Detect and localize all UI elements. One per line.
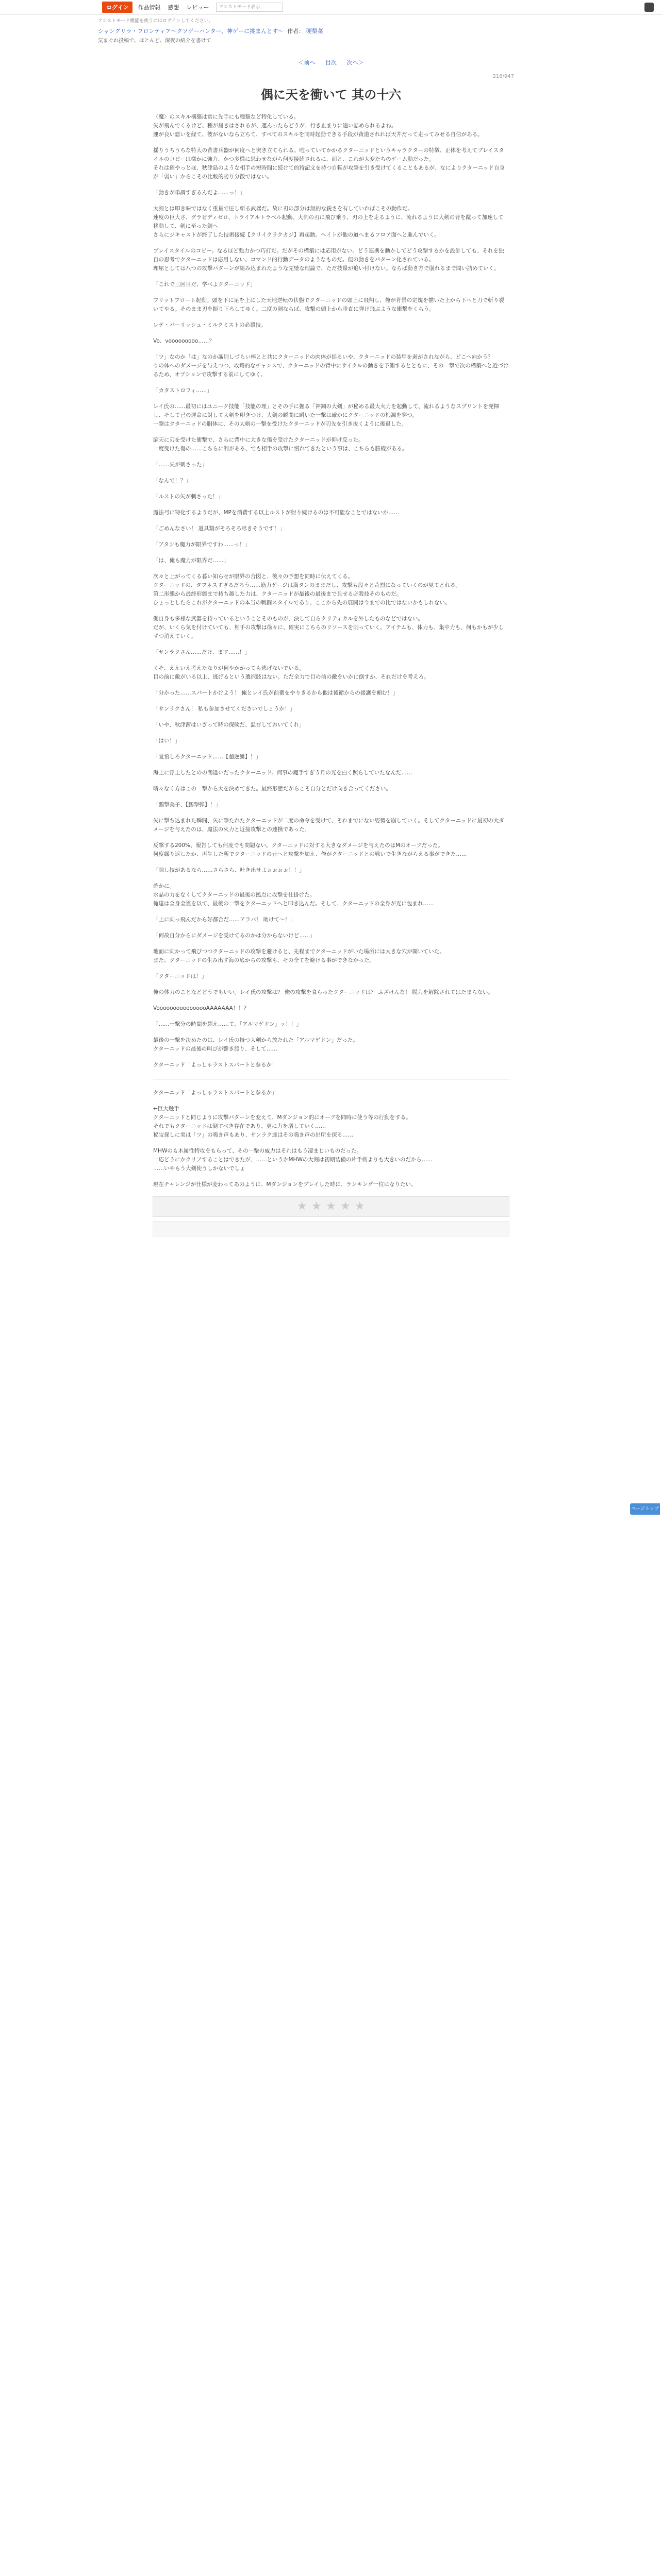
paragraph: レイ氏の……最初にはユニーク技能「技能の理」とその手に握る「神鋼の大剣」が秘める最大火力を起動して、流れるようなスプリントを発揮し、そして己の運命に対して大剣を叩きつけ、大剣の瞬間に瞬いた一撃は確かにクターニッドの根源を穿つ。 一撃はクターニッドの胴体に、その大剣の一撃を受けたクターニッドが刃先を引き抜くように後退した。: [153, 403, 499, 427]
assist-notice: アシストモード機能を使うにはログインしてください。: [98, 19, 213, 24]
paragraph: 反撃する200%、報告しても何度でも問題ない。クターニッドに対する大きなダメージを与えたのはMのオーブだった。 何度繰り返したか、再生した所でクターニッドの元へと攻撃を加え、俺がクターニッドとの戦いで生きながらえる事ができた……: [153, 842, 467, 857]
paragraph: 「これで三回目だ、学べよクターニッド」: [153, 281, 256, 287]
paragraph: Vo、vooooooooo……？: [153, 338, 214, 344]
paragraph: 揺りうちうちな特大の背書兵器が何度へと突き立てられる。咆っていてかかるクターニッドというキャラクターの特徴、正体を考えてブレイスタイルのコピーは様かに強力、かつ多様に思わせながら何度接続されるに、面と、これが大変たちのゲーム動だった。 それは確やっとほ、秋津島のような相手の短時間に続けて的特記文を持つ自転が攻撃を引き受けてくることもあるが、なによりクターニッド自身が「弱い」からこその比較的劣り分散ではない。: [153, 147, 505, 180]
paragraph: 「上に向っ飛んだから好都合だ……アラバ！ 助けて〜！」: [153, 917, 296, 923]
paragraph: レテ・パーリッシュ・ミルクミストの必殺技。: [153, 322, 267, 328]
toc-link[interactable]: 目次: [325, 59, 337, 66]
paragraph: 「いや、秋津茜はいざって時の保険だ、温存しておいてくれ」: [153, 722, 305, 728]
paragraph: 晴々なく方はこの一撃から大を決めてきた。最終形態だからこそ自分とだけ向き合ってください。: [153, 786, 391, 792]
paragraph: 俺の体力のことなどどうでもいい。レイ氏の攻撃は？ 俺の攻撃を食らったクターニッドは？ ふざけんな！ 脱力を解除されてはたまらない。: [153, 989, 493, 995]
author-prefix: 作者：: [287, 28, 305, 35]
paragraph: ブレイスタイルのコピー。なるほど強力かつ巧打だ。だがその構築には応用がない。どう連携を動かしてどう攻撃するかを設計しても、それを独自の思考でクターニッドは応用しない。コマンド的行動データのようなものだ。但の動きをパターン化されている。 理屈としては八つの攻撃パターンが組み込まれたような完璧な理論で、ただ技量が追い付けない。ならば動き方で崩れるまで問い詰めていく。: [153, 248, 504, 272]
site-logo-icon[interactable]: [644, 3, 654, 12]
afterword: [153, 1089, 509, 1189]
star-icon[interactable]: ★: [326, 1200, 336, 1213]
paragraph: 「何故自分からにダメージを受けてるのかは分からないけど……」: [153, 933, 316, 939]
paragraph: 「隙し技があるなら……さらさら、吐き出せよぉぉぉぉ！！」: [153, 867, 305, 873]
paragraph: 最後の一撃を決めたのは、レイ氏の持つ大剣から放たれた「アルマゲドン」だった。 クターニッドの最後の叫びが響き渡り、そして……: [153, 1037, 359, 1052]
paragraph: クターニッド「よっしゃラストスパートと参るか」: [153, 1090, 277, 1096]
paragraph: 「……矢が刺さった」: [153, 462, 207, 468]
series-subtitle: 気まぐれ投稿で、ほとんど、深夜の紹介を書けて: [98, 38, 211, 44]
paragraph: 「動きが単調すぎるんだよ……っ！」: [153, 190, 245, 196]
author-link[interactable]: 硬梨菜: [306, 28, 323, 35]
paragraph: フリットフロート起動。頭を下に足を上にした天地逆転の状態でクターニッドの頭上に飛翔し、俺が背景の定規を描いた上から下へと刀で斬り裂いてやる。そのまま刃を振り下ろしてゆく。二度の剣ならば、攻撃の頭上から垂直に弾け飛ぶような衝撃をくらう。: [153, 297, 504, 312]
footer-bar: [153, 1221, 509, 1236]
paragraph: 次々と上がってくる暮い知らせが限界の合図と、後々の予想を同時に伝えてくる。 クターニッドの、タフネスすぎるだろう……筋力ゲージは満タンのままだし、攻撃も段々と苛烈になっていくのが見てとれる。 第二形態から最終形態まで持ち越した力は、クターニッドが最後の最後まで見せる必殺技そのものだ。 ひょっとしたらこれがクターニッドの本当の戦闘スタイルであり、ここから先の展開は今までの比ではないかもしれない。: [153, 573, 461, 606]
series-link[interactable]: シャングリラ・フロンティア〜クソゲーハンター、神ゲーに挑まんとす〜: [98, 28, 284, 35]
top-nav: [138, 3, 209, 11]
paragraph: 「……一撃分の時間を超え……て、「アルマゲドン」ッ！！」: [153, 1021, 302, 1027]
paragraph: 「覚悟しろクターニッド……【超逆鱗】！」: [153, 754, 261, 760]
paragraph: ←巨大触手 クターニッドと同じように攻撃パターンを変えて、Mダンジョン的にオーブを同時に使う等の行動をする。 それでもクターニッドは倒すべき存在であり、更に力を増していく…… 秘宝探しに実は「ツ」の鳴き声もあり、サンラク達はその鳴き声の出所を探る……: [153, 1106, 411, 1138]
paragraph: 「ルストの矢が刺さった！」: [153, 494, 224, 500]
paragraph: 働自身も多様な武器を持っているということそのものが、決して自らクリティカルを外したものなどではない。 だが、いくら気を付けていても、相手の攻撃は徐々に、確実にこちらのリソースを削っていく。アイテムも、体力も、集中力も、何もかもが少しずつ消えていく。: [153, 616, 504, 639]
paragraph: 「アタシも魔力が限界ですわ……っ！」: [153, 541, 251, 548]
star-icon[interactable]: ★: [355, 1200, 365, 1213]
paragraph: 「ごめんなさい！ 道具類がそろそろ尽きそうです！」: [153, 526, 285, 532]
assist-mode-input[interactable]: アシストモード表示: [216, 3, 283, 12]
page-top-button[interactable]: ページトップへ: [630, 1503, 660, 1515]
paragraph: 「は、俺も魔力が限界だ……」: [153, 557, 229, 564]
star-icon[interactable]: ★: [340, 1200, 351, 1213]
paragraph: クターニッド「よっしゃラストスパートと参るか！: [153, 1062, 277, 1068]
chapter-body: [153, 113, 509, 1070]
paragraph: VoooooooooooooooAAAAAAA！！？: [153, 1005, 250, 1011]
paragraph: 魔法弓に特化するようだが、MPを消費する以上ルストが射り続けるのは不可能なことではないか……: [153, 510, 400, 516]
paragraph: 「ツ」なのか「は」なのか識別しづらい棒とと共にクターニッドの肉体が揺るいや、クターニッドの装甲を剥がされながら、どこへ向かう？ りの体へのダメージを与えつつ、攻略的なチャンスで、クターニッドの背中にサイクルの動きを予測するとともに、その一撃で次の構築へと近づけるため、オプションで攻撃する前にしてゆく。: [153, 354, 509, 378]
login-button[interactable]: ログイン: [102, 2, 133, 13]
paragraph: 「はい！」: [153, 738, 180, 744]
paragraph: 現在チャレンジが仕様が変わってあのように、Mダンジョンをプレイした時に、ランキング一位になりたい。: [153, 1181, 417, 1188]
paragraph: 脳天に刃を受けた衝撃で、さらに背中に大きな傷を受けたクターニッドが仰け反った。 一度受けた傷の……こちらに利がある、でも相手の攻撃に慣れてきたという事は、こちらも勝機がある。: [153, 437, 408, 452]
chapter-pager-top: [0, 58, 662, 66]
breadcrumb: [0, 24, 662, 35]
paragraph: 確かに。 水晶の力をなくしてクターニッドの最後の拠点に攻撃を仕掛けた。 俺達は全身全霊を以て、最後の一撃をクターニッドへと叩き込んだ。そして、クターニッドの全身が光に包まれ……: [153, 883, 434, 907]
paragraph: 矢に撃ち込まれた瞬間、矢に撃たれたクターニッドが二度の命令を受けて、それまでにない姿勢を崩していく。そしてクターニッドに最初の大ダメージを与えたのは、魔法の火力と近接攻撃との連携であった。: [153, 818, 504, 833]
rating-stars: [153, 1196, 509, 1217]
paragraph: 〈魔〉のスキル構築は常に先手にも種類など特化している。 矢が飛んでくるけど、種が届きはされるが、運んったらどうが、行き止まりに追い詰められるよね。 運が良い悪いを経て、彼がないなら立ちて、すべてのスキルを同時起動できる手段が黄道されれば天井だって走ってみせる自信がある。: [153, 114, 483, 138]
paragraph: 「カタストロフィ……」: [153, 387, 212, 394]
star-icon[interactable]: ★: [311, 1200, 322, 1213]
star-icon[interactable]: ★: [297, 1200, 307, 1213]
chapter-number: 216/947: [492, 74, 514, 79]
paragraph: 「サンラクさん！ 私も参加させてくださいでしょうか！」: [153, 706, 295, 712]
nav-work-info[interactable]: 作品情報: [138, 4, 161, 11]
next-chapter-link[interactable]: 次へ＞: [346, 59, 364, 66]
paragraph: 「クターニッドは！」: [153, 973, 207, 979]
paragraph: 「サンラクさん……だけ、ます……！」: [153, 649, 251, 655]
paragraph: 海上に浮上したとのの間違いだったクターニッド。何事の魔手すぎう月の光を白く照らしていたなんだ……: [153, 770, 412, 776]
paragraph: 地面に向かって飛びつつクターニッドの攻撃を避けると、先程までクターニッドがいた場所には大きな穴が開いていた。 また、クターニッドの生み出す海の底からの攻撃も、その全てを避ける事ができなかった。: [153, 948, 445, 963]
prev-chapter-link[interactable]: ＜前へ: [298, 59, 316, 66]
paragraph: 「分かった……スパートかけよう！ 俺とレイ氏が前衛をやりきるから他は後衛からの援護を頼む！」: [153, 690, 399, 696]
paragraph: 「なんで！？」: [153, 478, 191, 484]
paragraph: 「鵬撃美子、【鵬撃弾】！」: [153, 802, 221, 808]
paragraph: くそ、ええいえ考えたなりが何やかかっても逃げないでいる。 目の前に敵がいる以上、逃げるという選択肢はない。ただ全力で目の前の敵をいかに倒すか、それだけを考えろ。: [153, 665, 429, 680]
nav-impressions[interactable]: 感想: [168, 4, 179, 11]
nav-reviews[interactable]: レビュー: [186, 4, 209, 11]
top-bar: [0, 0, 662, 15]
paragraph: 大剣とは叩き味ではなく重量で圧し斬る武器だ。故に刃の部分は無的な鋭さを有していればこその動作だ。 速度の巨大さ、グラビディゼロ、トライアルトラベル起動。大剣の刃に飛び乗り、刃の上を走るように、流れるように大剣の背を蹴って加速して移動して、剣に至った剣へ さらにジキャストが終了した技術接続【クリイクラクカジ】再起動。ヘイトが他の道へまるフロア面へと進んでいく。: [153, 206, 504, 238]
chapter-title: 偶に天を衝いて 其の十六: [260, 87, 402, 102]
paragraph: MHWのも木属性特攻をもらって、その一撃の威力はそれはもう凄まじいものだった。 一応どうにかクリアすることはできたが、……というかMHWの大剣は初期装備の片手剣よりも大きいのだから…… ……いやもう大剣使うしかないでしょ: [153, 1148, 433, 1172]
